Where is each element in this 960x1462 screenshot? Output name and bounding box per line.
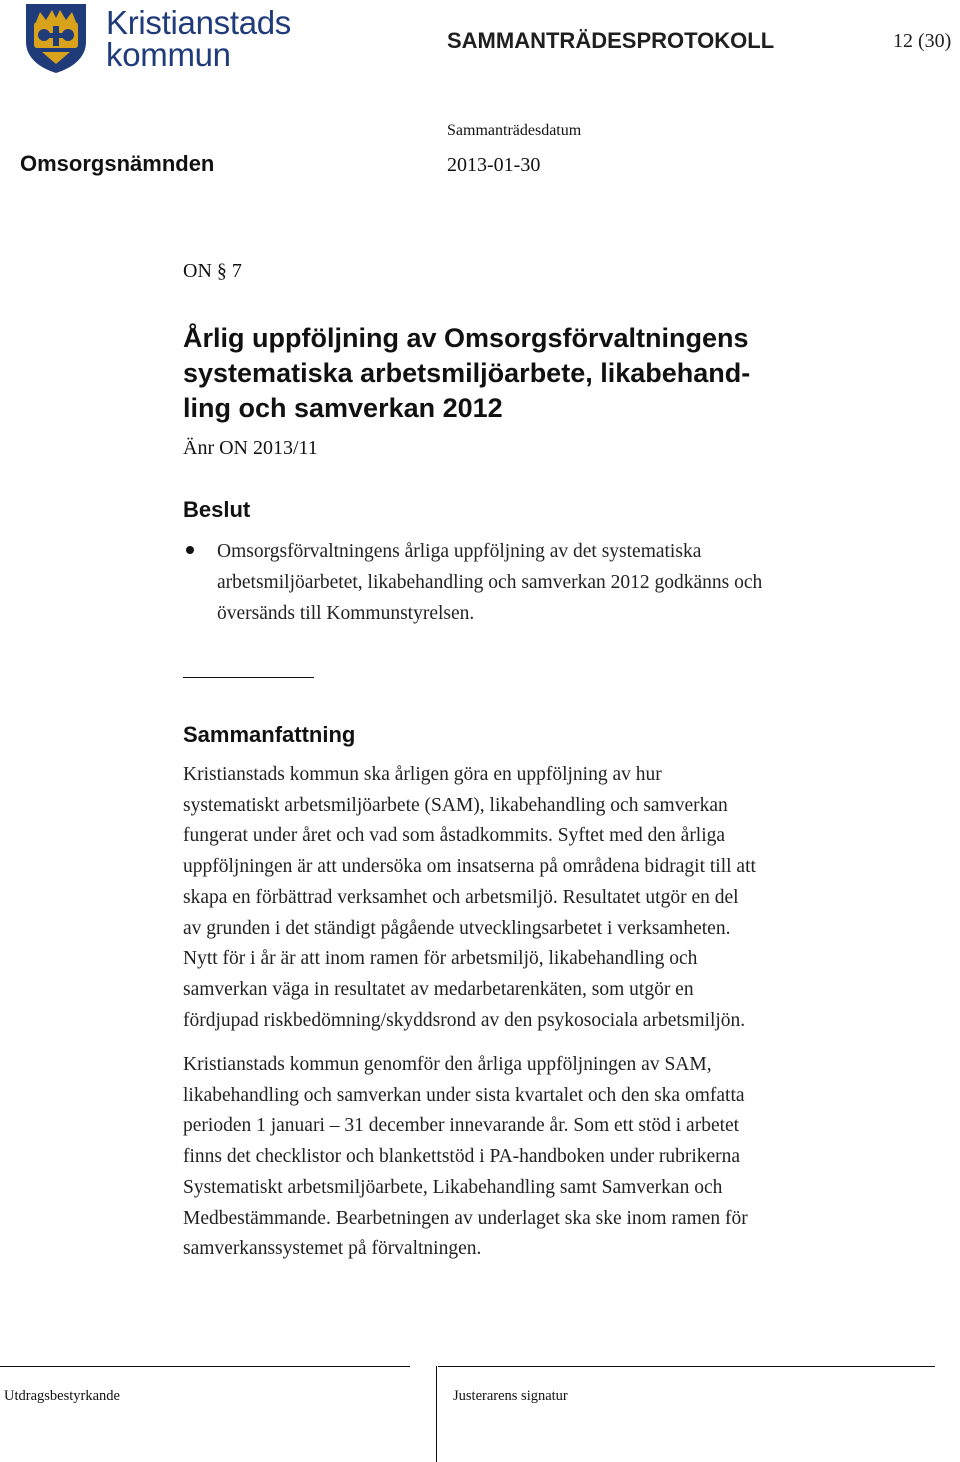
item-number: ON § 7 — [183, 260, 242, 282]
footer-separator — [436, 1366, 437, 1462]
coat-of-arms-icon — [20, 2, 92, 74]
document-type: SAMMANTRÄDESPROTOKOLL — [447, 28, 775, 53]
item-title-line: ling och samverkan 2012 — [183, 393, 503, 423]
bullet-icon — [186, 546, 194, 554]
paragraph-line: Kristianstads kommun ska årligen göra en uppföljning av hur — [183, 764, 662, 785]
logo-text-line2: kommun — [106, 36, 231, 73]
section-divider — [183, 677, 314, 678]
case-number: Änr ON 2013/11 — [183, 437, 318, 459]
logo-text-line1: Kristianstads — [106, 4, 292, 41]
meeting-date-value: 2013-01-30 — [447, 154, 541, 176]
footer-signature-label: Justerarens signatur — [453, 1388, 568, 1404]
paragraph-line: Nytt för i år är att inom ramen för arbetsmiljö, likabehandling och — [183, 948, 698, 970]
summary-paragraph-1 — [183, 760, 893, 1036]
decision-heading: Beslut — [183, 497, 251, 522]
paragraph-line: Kristianstads kommun genomför den årliga uppföljningen av SAM, — [183, 1054, 712, 1075]
footer-rule-right — [438, 1366, 935, 1367]
footer-certification-label: Utdragsbestyrkande — [4, 1388, 120, 1404]
committee-name: Omsorgsnämnden — [20, 151, 215, 176]
paragraph-line: perioden 1 januari – 31 december innevarande år. Som ett stöd i arbetet — [183, 1115, 740, 1137]
page-number: 12 (30) — [893, 30, 952, 52]
item-title-line: systematiska arbetsmiljöarbete, likabehand- — [183, 358, 751, 388]
item-title — [183, 321, 883, 426]
paragraph-line: likabehandling och samverkan under sista kvartalet och den ska omfatta — [183, 1084, 745, 1106]
paragraph-line: finns det checklistor och blankettstöd i PA-handboken under rubrikerna — [183, 1146, 741, 1168]
decision-bullet-line: översänds till Kommunstyrelsen. — [217, 603, 475, 624]
paragraph-line: uppföljningen är att undersöka om insatserna på områdena bidragit till att — [183, 856, 756, 878]
decision-bullet-line: arbetsmiljöarbetet, likabehandling och samverkan 2012 godkänns och — [217, 572, 763, 593]
footer-rule-left — [0, 1366, 410, 1367]
paragraph-line: samverkan väga in resultatet av medarbetarenkäten, som utgör en — [183, 978, 694, 1000]
item-title-line: Årlig uppföljning av Omsorgsförvaltningens — [183, 323, 749, 353]
paragraph-line: fördjupad riskbedömning/skyddsrond av den psykosociala arbetsmiljön. — [183, 1009, 746, 1031]
paragraph-line: Medbestämmande. Bearbetningen av underlaget ska ske inom ramen för — [183, 1207, 748, 1229]
paragraph-line: Systematiskt arbetsmiljöarbete, Likabehandling samt Samverkan och — [183, 1176, 723, 1198]
paragraph-line: skapa en förbättrad verksamhet och arbetsmiljö. Resultatet utgör en del — [183, 886, 739, 908]
meeting-date-label: Sammanträdesdatum — [447, 122, 582, 139]
paragraph-line: fungerat under året och vad som åstadkommits. Syftet med den årliga — [183, 825, 726, 847]
summary-paragraph-2 — [183, 1050, 893, 1265]
paragraph-line: av grunden i det ständigt pågående utvecklingsarbetet i verksamheten. — [183, 917, 731, 939]
decision-bullet — [217, 536, 897, 629]
paragraph-line: samverkanssystemet på förvaltningen. — [183, 1238, 482, 1260]
summary-heading: Sammanfattning — [183, 722, 356, 747]
decision-bullet-line: Omsorgsförvaltningens årliga uppföljning av det systematiska — [217, 541, 702, 562]
paragraph-line: systematiskt arbetsmiljöarbete (SAM), likabehandling och samverkan — [183, 794, 728, 816]
